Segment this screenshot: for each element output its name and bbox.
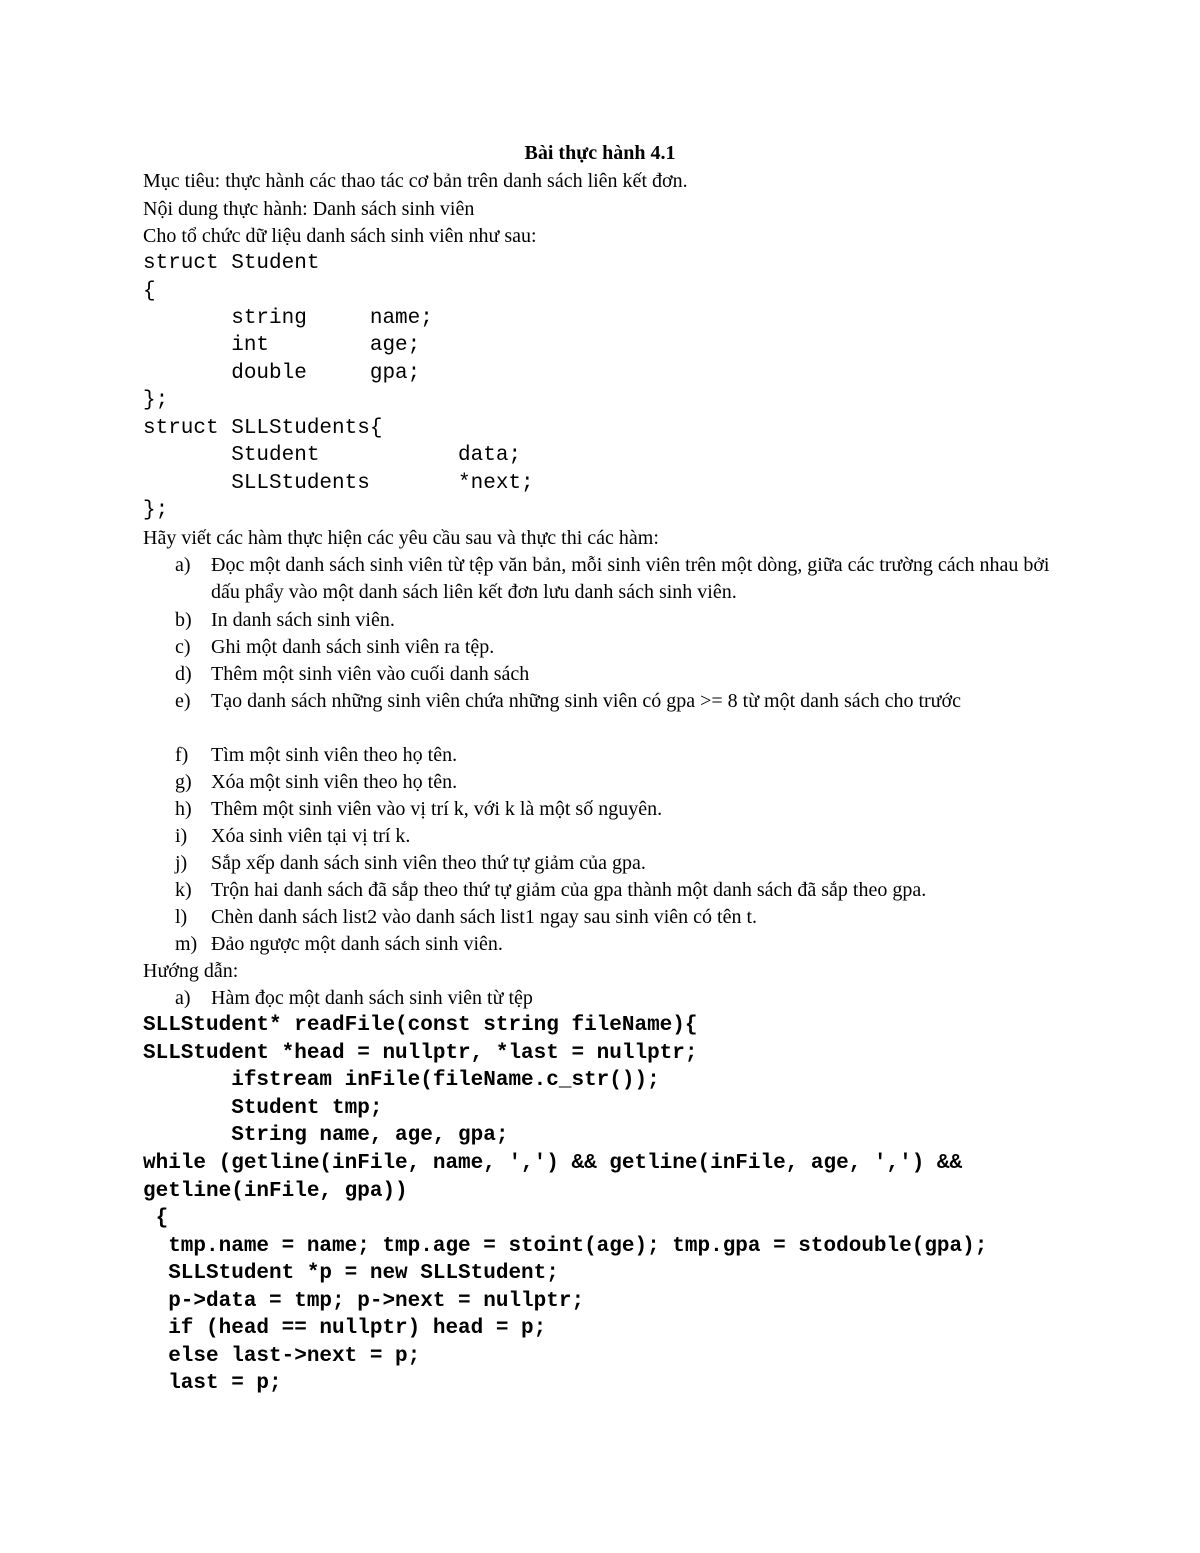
- list-item-text: Thêm một sinh viên vào vị trí k, với k là một số nguyên.: [211, 798, 663, 820]
- page-title: Bài thực hành 4.1: [524, 142, 676, 164]
- list-item-label: h): [175, 798, 192, 820]
- list-item-text: Sắp xếp danh sách sinh viên theo thứ tự giảm của gpa.: [211, 852, 646, 874]
- code-line: };: [143, 499, 169, 522]
- code-line: struct Student: [143, 252, 320, 275]
- list-item-label: i): [175, 825, 188, 847]
- code-line: string name;: [143, 307, 433, 330]
- list-item-text: Chèn danh sách list2 vào danh sách list1 ngay sau sinh viên có tên t.: [211, 906, 758, 928]
- list-item-text: Xóa một sinh viên theo họ tên.: [211, 771, 458, 793]
- code-line: String name, age, gpa;: [143, 1124, 509, 1147]
- list-item-label: e): [175, 690, 191, 712]
- code-line: while (getline(inFile, name, ',') && getline(inFile, age, ',') &&: [143, 1152, 963, 1175]
- list-item-text: Trộn hai danh sách đã sắp theo thứ tự giảm của gpa thành một danh sách đã sắp theo gpa.: [211, 879, 927, 901]
- list-item-text: Ghi một danh sách sinh viên ra tệp.: [211, 636, 495, 658]
- list-item-label: c): [175, 636, 191, 658]
- task-intro: Hãy viết các hàm thực hiện các yêu cầu sau và thực thi các hàm:: [143, 527, 659, 549]
- list-item-text: Xóa sinh viên tại vị trí k.: [211, 825, 411, 847]
- list-item-label: l): [175, 906, 188, 928]
- code-line: last = p;: [143, 1372, 282, 1395]
- code-line: Student tmp;: [143, 1097, 383, 1120]
- code-line: tmp.name = name; tmp.age = stoint(age); tmp.gpa = stodouble(gpa);: [143, 1235, 988, 1258]
- code-line: struct SLLStudents{: [143, 417, 383, 440]
- list-item-text: Đọc một danh sách sinh viên từ tệp văn bản, mỗi sinh viên trên một dòng, giữa các trường cách nhau bởi dấu phẩy vào một danh sách liên kết đơn lưu danh sách sinh viên.: [211, 554, 1050, 603]
- list-item-label: a): [175, 987, 191, 1009]
- code-line: SLLStudents *next;: [143, 472, 534, 495]
- code-line: int age;: [143, 334, 421, 357]
- list-item-label: a): [175, 554, 191, 576]
- code-line: };: [143, 389, 169, 412]
- data-structure-intro: Cho tổ chức dữ liệu danh sách sinh viên như sau:: [143, 225, 537, 247]
- code-line: ifstream inFile(fileName.c_str());: [143, 1069, 660, 1092]
- code-line: getline(inFile, gpa)): [143, 1180, 408, 1203]
- guide-heading: Hướng dẫn:: [143, 960, 239, 982]
- list-item-label: m): [175, 933, 198, 955]
- code-line: {: [143, 1207, 169, 1230]
- code-line: Student data;: [143, 444, 522, 467]
- list-item-text: Thêm một sinh viên vào cuối danh sách: [211, 663, 530, 685]
- code-line: double gpa;: [143, 362, 421, 385]
- code-line: if (head == nullptr) head = p;: [143, 1317, 547, 1340]
- code-line: SLLStudent* readFile(const string fileName){: [143, 1014, 698, 1037]
- list-item-text: Đảo ngược một danh sách sinh viên.: [211, 933, 503, 955]
- code-line: else last->next = p;: [143, 1345, 421, 1368]
- list-item-text: In danh sách sinh viên.: [211, 609, 395, 631]
- list-item-text: Tạo danh sách những sinh viên chứa những sinh viên có gpa >= 8 từ một danh sách cho trước: [211, 690, 961, 712]
- list-item-label: f): [175, 744, 189, 766]
- content-line: Nội dung thực hành: Danh sách sinh viên: [143, 198, 475, 220]
- code-line: p->data = tmp; p->next = nullptr;: [143, 1290, 585, 1313]
- code-line: SLLStudent *head = nullptr, *last = nullptr;: [143, 1042, 698, 1065]
- list-item-text: Tìm một sinh viên theo họ tên.: [211, 744, 458, 766]
- list-item-label: g): [175, 771, 192, 793]
- list-item-label: j): [175, 852, 188, 874]
- code-line: {: [143, 280, 156, 303]
- objective-line: Mục tiêu: thực hành các thao tác cơ bản trên danh sách liên kết đơn.: [143, 170, 688, 192]
- list-item-label: b): [175, 609, 192, 631]
- list-item-label: k): [175, 879, 192, 901]
- list-item-label: d): [175, 663, 192, 685]
- list-item-text: Hàm đọc một danh sách sinh viên từ tệp: [211, 987, 533, 1009]
- code-line: SLLStudent *p = new SLLStudent;: [143, 1262, 559, 1285]
